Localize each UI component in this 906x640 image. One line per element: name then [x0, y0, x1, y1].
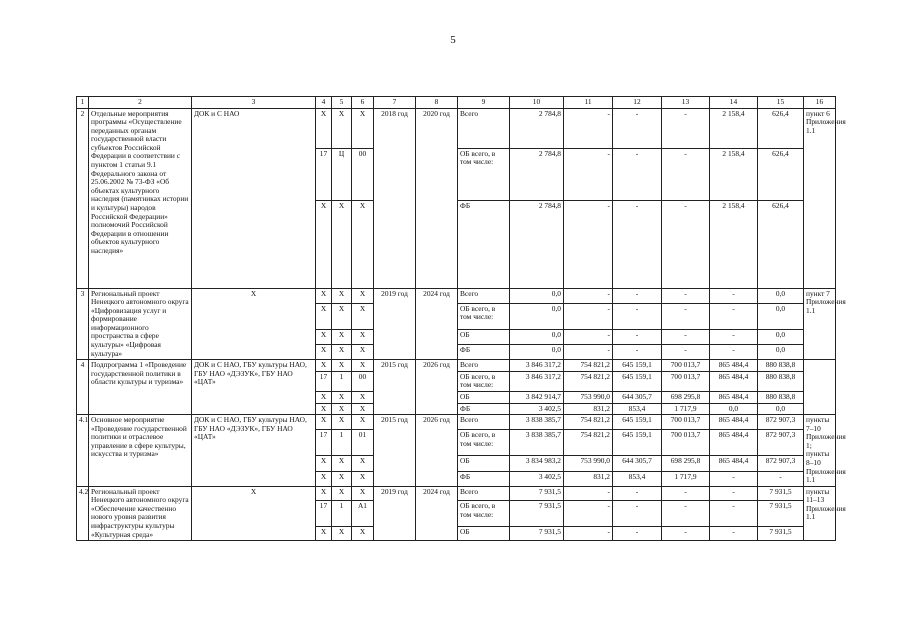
amount-v14: 2 158,4 — [710, 108, 758, 148]
amount-v13: - — [662, 303, 710, 329]
code-pp: X — [332, 329, 352, 344]
funding-source: Всего — [458, 108, 510, 148]
code-gp: 17 — [316, 430, 332, 456]
amount-v12: 645 159,1 — [613, 371, 662, 391]
start-year: 2018 год — [374, 108, 416, 288]
amount-v13: 1 717,9 — [662, 403, 710, 415]
amount-v14: 865 484,4 — [710, 371, 758, 391]
measure-name: Основное мероприятие «Проведение государственной политики и отраслевое управление в сфере культуры, искусства и туризма» — [89, 415, 192, 487]
amount-v10: 7 931,5 — [510, 501, 564, 526]
amount-v15: 0,0 — [758, 403, 804, 415]
funding-source: ОБ всего, в том числе: — [458, 430, 510, 456]
funding-source: Всего — [458, 288, 510, 303]
amount-v11: 753 990,0 — [564, 391, 613, 403]
code-om: X — [352, 303, 374, 329]
amount-v11: - — [564, 486, 613, 501]
amount-v12: 644 305,7 — [613, 391, 662, 403]
amount-v13: 700 013,7 — [662, 415, 710, 430]
amount-v13: - — [662, 486, 710, 501]
amount-v14: - — [710, 501, 758, 526]
code-gp: X — [316, 108, 332, 148]
code-gp: X — [316, 456, 332, 471]
code-pp: 1 — [332, 501, 352, 526]
code-pp: X — [332, 360, 352, 372]
code-om: 00 — [352, 371, 374, 391]
amount-v14: - — [710, 288, 758, 303]
amount-v15: 880 838,8 — [758, 371, 804, 391]
funding-source: ФБ — [458, 471, 510, 486]
amount-v13: 698 295,8 — [662, 456, 710, 471]
code-pp: X — [332, 303, 352, 329]
measure-name: Региональный проект Ненецкого автономного округа «Обеспечение качественно нового уровня развития инфраструктуры культуры «Культурная среда» — [89, 486, 192, 540]
code-pp: 1 — [332, 371, 352, 391]
code-gp: X — [316, 486, 332, 501]
funding-source: ОБ всего, в том числе: — [458, 148, 510, 200]
amount-v14: 2 158,4 — [710, 200, 758, 288]
table-row — [77, 360, 836, 372]
amount-v15: 626,4 — [758, 148, 804, 200]
amount-v14: - — [710, 329, 758, 344]
column-header-9: 9 — [458, 97, 510, 109]
column-header-8: 8 — [416, 97, 458, 109]
end-year: 2024 год — [416, 486, 458, 540]
amount-v15: 0,0 — [758, 345, 804, 360]
amount-v15: 0,0 — [758, 288, 804, 303]
executor: X — [192, 288, 316, 360]
amount-v14: 865 484,4 — [710, 415, 758, 430]
code-pp: X — [332, 403, 352, 415]
code-gp: X — [316, 526, 332, 541]
executor: ДОК и С НАО, ГБУ культуры НАО, ГБУ НАО «ДЭЗУК», ГБУ НАО «ЦАТ» — [192, 415, 316, 487]
amount-v11: - — [564, 345, 613, 360]
executor: X — [192, 486, 316, 540]
funding-source: ОБ — [458, 456, 510, 471]
row-number: 4 — [77, 360, 89, 415]
code-gp: X — [316, 345, 332, 360]
amount-v10: 7 931,5 — [510, 486, 564, 501]
amount-v12: - — [613, 303, 662, 329]
row-number: 2 — [77, 108, 89, 288]
note — [804, 360, 836, 415]
amount-v11: - — [564, 501, 613, 526]
column-header-10: 10 — [510, 97, 564, 109]
amount-v11: - — [564, 108, 613, 148]
executor: ДОК и С НАО, ГБУ культуры НАО, ГБУ НАО «ДЭЗУК», ГБУ НАО «ЦАТ» — [192, 360, 316, 415]
amount-v14: - — [710, 345, 758, 360]
executor: ДОК и С НАО — [192, 108, 316, 288]
code-gp: X — [316, 200, 332, 288]
start-year: 2019 год — [374, 288, 416, 360]
table-row — [77, 108, 836, 148]
column-header-1: 1 — [77, 97, 89, 109]
code-gp: X — [316, 391, 332, 403]
header-row — [77, 97, 836, 109]
amount-v10: 3 402,5 — [510, 471, 564, 486]
funding-source: ОБ всего, в том числе: — [458, 501, 510, 526]
amount-v11: 753 990,0 — [564, 456, 613, 471]
code-gp: 17 — [316, 148, 332, 200]
code-pp: X — [332, 200, 352, 288]
amount-v15: 880 838,8 — [758, 391, 804, 403]
start-year: 2015 год — [374, 415, 416, 487]
code-om: 00 — [352, 148, 374, 200]
code-pp: X — [332, 108, 352, 148]
amount-v14: 0,0 — [710, 403, 758, 415]
code-pp: X — [332, 345, 352, 360]
code-gp: X — [316, 415, 332, 430]
amount-v13: - — [662, 526, 710, 541]
amount-v15: 880 838,8 — [758, 360, 804, 372]
amount-v15: 626,4 — [758, 108, 804, 148]
code-om: X — [352, 329, 374, 344]
amount-v14: 865 484,4 — [710, 430, 758, 456]
column-header-2: 2 — [89, 97, 192, 109]
amount-v15: 7 931,5 — [758, 526, 804, 541]
code-gp: X — [316, 471, 332, 486]
code-om: X — [352, 288, 374, 303]
table-row — [77, 415, 836, 430]
amount-v13: 1 717,9 — [662, 471, 710, 486]
funding-source: ОБ всего, в том числе: — [458, 371, 510, 391]
page-number: 5 — [450, 34, 456, 46]
funding-source: ФБ — [458, 345, 510, 360]
column-header-11: 11 — [564, 97, 613, 109]
amount-v15: 626,4 — [758, 200, 804, 288]
amount-v13: 700 013,7 — [662, 360, 710, 372]
code-gp: X — [316, 329, 332, 344]
amount-v12: - — [613, 288, 662, 303]
note: пункты 11–13 Приложения 1.1 — [804, 486, 836, 540]
amount-v12: 645 159,1 — [613, 415, 662, 430]
amount-v15: 0,0 — [758, 329, 804, 344]
funding-source: ОБ всего, в том числе: — [458, 303, 510, 329]
column-header-13: 13 — [662, 97, 710, 109]
column-header-7: 7 — [374, 97, 416, 109]
code-gp: X — [316, 303, 332, 329]
amount-v10: 7 931,5 — [510, 526, 564, 541]
amount-v10: 3 834 983,2 — [510, 456, 564, 471]
amount-v11: 754 821,2 — [564, 371, 613, 391]
amount-v13: - — [662, 329, 710, 344]
end-year: 2024 год — [416, 288, 458, 360]
amount-v10: 3 846 317,2 — [510, 371, 564, 391]
measure-name: Подпрограмма 1 «Проведение государственной политики в области культуры и туризма» — [89, 360, 192, 415]
code-pp: X — [332, 486, 352, 501]
finance-table — [76, 96, 846, 541]
code-pp: X — [332, 391, 352, 403]
note: пункты 7–10 Приложения 1; пункты 8–10 Приложения 1.1 — [804, 415, 836, 487]
code-gp: 17 — [316, 371, 332, 391]
code-pp: X — [332, 456, 352, 471]
code-gp: X — [316, 403, 332, 415]
row-number: 3 — [77, 288, 89, 360]
row-number: 4.1 — [77, 415, 89, 487]
amount-v12: 853,4 — [613, 471, 662, 486]
amount-v11: - — [564, 288, 613, 303]
amount-v14: 865 484,4 — [710, 360, 758, 372]
amount-v15: 872 907,3 — [758, 415, 804, 430]
code-pp: X — [332, 471, 352, 486]
code-om: A1 — [352, 501, 374, 526]
amount-v10: 3 842 914,7 — [510, 391, 564, 403]
amount-v10: 3 402,5 — [510, 403, 564, 415]
amount-v13: 700 013,7 — [662, 371, 710, 391]
amount-v13: 700 013,7 — [662, 430, 710, 456]
code-pp: X — [332, 526, 352, 541]
start-year: 2019 год — [374, 486, 416, 540]
table-body — [77, 97, 846, 541]
amount-v14: 865 484,4 — [710, 391, 758, 403]
amount-v10: 2 784,8 — [510, 148, 564, 200]
column-header-5: 5 — [332, 97, 352, 109]
amount-v13: - — [662, 501, 710, 526]
amount-v15: 0,0 — [758, 303, 804, 329]
amount-v13: - — [662, 288, 710, 303]
amount-v11: 754 821,2 — [564, 415, 613, 430]
code-om: X — [352, 456, 374, 471]
code-gp: 17 — [316, 501, 332, 526]
column-header-14: 14 — [710, 97, 758, 109]
amount-v11: 831,2 — [564, 403, 613, 415]
code-om: X — [352, 360, 374, 372]
code-om: X — [352, 471, 374, 486]
amount-v12: - — [613, 200, 662, 288]
column-header-4: 4 — [316, 97, 332, 109]
amount-v12: - — [613, 526, 662, 541]
amount-v15: 7 931,5 — [758, 486, 804, 501]
amount-v13: - — [662, 108, 710, 148]
funding-source: ОБ — [458, 391, 510, 403]
amount-v11: - — [564, 526, 613, 541]
amount-v10: 0,0 — [510, 345, 564, 360]
amount-v13: 698 295,8 — [662, 391, 710, 403]
funding-source: Всего — [458, 415, 510, 430]
code-om: X — [352, 486, 374, 501]
code-pp: X — [332, 288, 352, 303]
code-pp: Ц — [332, 148, 352, 200]
code-om: X — [352, 403, 374, 415]
amount-v14: - — [710, 486, 758, 501]
funding-source: ОБ — [458, 329, 510, 344]
funding-source: ФБ — [458, 403, 510, 415]
amount-v11: 754 821,2 — [564, 360, 613, 372]
amount-v10: 3 846 317,2 — [510, 360, 564, 372]
amount-v14: - — [710, 471, 758, 486]
code-om: X — [352, 108, 374, 148]
note: пункт 7 Приложения 1.1 — [804, 288, 836, 360]
funding-source: ОБ — [458, 526, 510, 541]
amount-v10: 3 838 385,7 — [510, 430, 564, 456]
amount-v12: 645 159,1 — [613, 430, 662, 456]
amount-v13: - — [662, 200, 710, 288]
end-year: 2026 год — [416, 415, 458, 487]
amount-v10: 0,0 — [510, 329, 564, 344]
table-row — [77, 288, 836, 303]
amount-v12: 645 159,1 — [613, 360, 662, 372]
amount-v14: 865 484,4 — [710, 456, 758, 471]
column-header-3: 3 — [192, 97, 316, 109]
row-number: 4.2 — [77, 486, 89, 540]
column-header-6: 6 — [352, 97, 374, 109]
code-pp: 1 — [332, 430, 352, 456]
code-om: X — [352, 526, 374, 541]
amount-v11: 754 821,2 — [564, 430, 613, 456]
funding-source: Всего — [458, 486, 510, 501]
amount-v12: 644 305,7 — [613, 456, 662, 471]
amount-v12: - — [613, 345, 662, 360]
end-year: 2020 год — [416, 108, 458, 288]
amount-v13: - — [662, 345, 710, 360]
amount-v14: - — [710, 526, 758, 541]
amount-v15: 7 931,5 — [758, 501, 804, 526]
code-om: X — [352, 200, 374, 288]
amount-v13: - — [662, 148, 710, 200]
funding-source: ФБ — [458, 200, 510, 288]
amount-v11: 831,2 — [564, 471, 613, 486]
code-gp: X — [316, 360, 332, 372]
measure-name: Отдельные мероприятия программы «Осуществление переданных органам государственной власти субъектов Российской Федерации в соответствии с пунктом 1 статьи 9.1 Федерального закона от 25.06.2002 № 73-ФЗ «Об объектах культурного наследия (памятниках истории и культуры) народов Российской Федерации» полномочий Российской Федерации в отношении объектов культурного наследия» — [89, 108, 192, 288]
amount-v12: - — [613, 486, 662, 501]
amount-v14: 2 158,4 — [710, 148, 758, 200]
amount-v12: 853,4 — [613, 403, 662, 415]
amount-v10: 0,0 — [510, 303, 564, 329]
amount-v11: - — [564, 200, 613, 288]
code-om: X — [352, 391, 374, 403]
amount-v11: - — [564, 329, 613, 344]
code-gp: X — [316, 288, 332, 303]
amount-v12: - — [613, 501, 662, 526]
amount-v15: - — [758, 471, 804, 486]
code-om: X — [352, 415, 374, 430]
amount-v12: - — [613, 148, 662, 200]
column-header-12: 12 — [613, 97, 662, 109]
amount-v11: - — [564, 148, 613, 200]
amount-v12: - — [613, 108, 662, 148]
amount-v11: - — [564, 303, 613, 329]
column-header-16: 16 — [804, 97, 836, 109]
amount-v15: 872 907,3 — [758, 430, 804, 456]
table-row — [77, 486, 836, 501]
code-om: X — [352, 345, 374, 360]
code-om: 01 — [352, 430, 374, 456]
amount-v10: 0,0 — [510, 288, 564, 303]
note: пункт 6 Приложения 1.1 — [804, 108, 836, 288]
measure-name: Региональный проект Ненецкого автономного округа «Цифровизация услуг и формирование информационного пространства в сфере культуры» «Цифровая культура» — [89, 288, 192, 360]
column-header-15: 15 — [758, 97, 804, 109]
amount-v15: 872 907,3 — [758, 456, 804, 471]
amount-v12: - — [613, 329, 662, 344]
amount-v10: 2 784,8 — [510, 200, 564, 288]
code-pp: X — [332, 415, 352, 430]
end-year: 2026 год — [416, 360, 458, 415]
funding-source: Всего — [458, 360, 510, 372]
amount-v10: 3 838 385,7 — [510, 415, 564, 430]
amount-v10: 2 784,8 — [510, 108, 564, 148]
amount-v14: - — [710, 303, 758, 329]
start-year: 2015 год — [374, 360, 416, 415]
